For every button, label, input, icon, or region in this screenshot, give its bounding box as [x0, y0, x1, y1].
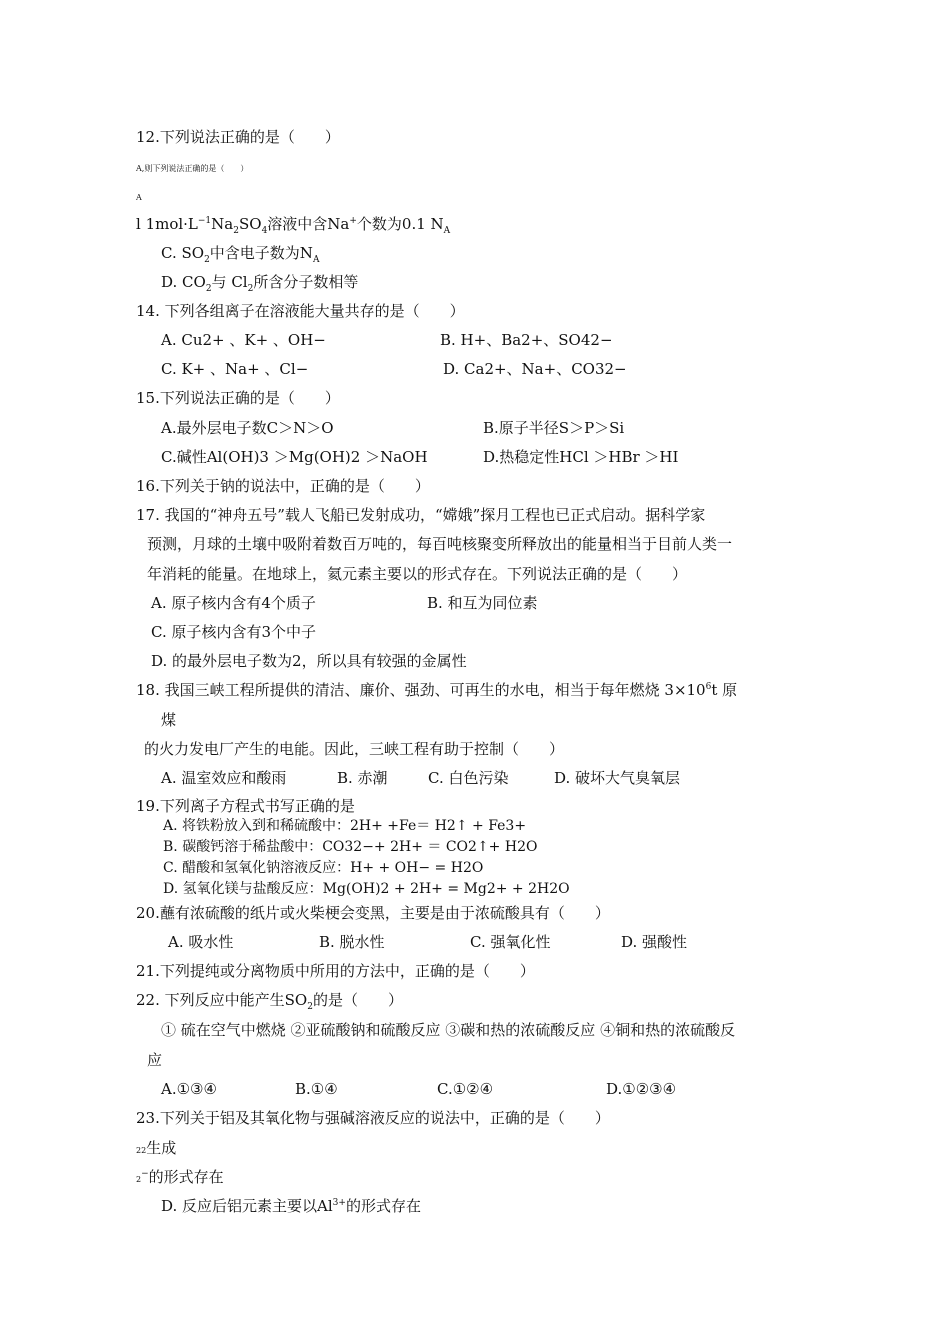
q23-fragment-2: 2−的形式存在 — [136, 1168, 224, 1186]
q23-option-d: D. 反应后铝元素主要以$Al^{3+}$的形式存在 — [161, 1197, 421, 1215]
q22-option-a: A.①③④ — [161, 1080, 217, 1098]
q21-stem: 21.下列提纯或分离物质中所用的方法中，正确的是（ ） — [136, 962, 535, 980]
q20-option-a: A. 吸水性 — [168, 933, 234, 951]
q15-option-a: A.最外层电子数C＞N＞O — [161, 419, 334, 437]
q14-option-c: C. K+ 、Na+ 、Cl− — [161, 360, 309, 378]
q18-line-1: 18. 我国三峡工程所提供的清洁、廉价、强劲、可再生的水电，相当于每年燃烧 $3\times 10^6t$ 原 — [136, 681, 738, 699]
q12-option-c: C. $SO_2$中含电子数为$N_A$ — [161, 244, 320, 265]
q15-stem: 15.下列说法正确的是（ ） — [136, 389, 340, 407]
q18-line-3: 的火力发电厂产生的电能。因此，三峡工程有助于控制（ ） — [144, 740, 565, 758]
q17-line-2: 预测，月球的土壤中吸附着数百万吨的，每百吨核聚变所释放出的能量相当于目前人类一 — [147, 535, 733, 553]
q17-option-a: A. 原子核内含有4个质子 — [151, 594, 316, 612]
q18-option-a: A. 温室效应和酸雨 — [161, 769, 287, 787]
q22-stem: 22. 下列反应中能产生$SO_2$的是（ ） — [136, 991, 403, 1012]
q12-fragment-2: A — [136, 193, 142, 202]
q17-line-3: 年消耗的能量。在地球上，氦元素主要以的形式存在。下列说法正确的是（ ） — [147, 565, 688, 583]
q15-option-c: C.碱性Al(OH)3 ＞Mg(OH)2 ＞NaOH — [161, 448, 428, 466]
q22-option-c: C.①②④ — [437, 1080, 494, 1098]
q19-stem: 19.下列离子方程式书写正确的是 — [136, 797, 355, 815]
q20-option-c: C. 强氧化性 — [470, 933, 551, 951]
q20-stem: 20.蘸有浓硫酸的纸片或火柴梗会变黑，主要是由于浓硫酸具有（ ） — [136, 904, 610, 922]
q18-option-b: B. 赤潮 — [337, 769, 388, 787]
q15-option-d: D.热稳定性HCl ＞HBr ＞HI — [483, 448, 679, 466]
q17-option-c: C. 原子核内含有3个中子 — [151, 623, 317, 641]
q14-stem: 14. 下列各组离子在溶液能大量共存的是（ ） — [136, 302, 465, 320]
q12-option-d: D. $CO_2$与 $Cl_2$所含分子数相等 — [161, 273, 359, 294]
q19-option-d: D. 氢氧化镁与盐酸反应：Mg(OH)2 + 2H+ = Mg2+ + 2H2O — [163, 881, 570, 897]
q17-line-1: 17. 我国的“神舟五号”载人飞船已发射成功，“嫦娥”探月工程也已正式启动。据科学家 — [136, 506, 706, 524]
q18-option-c: C. 白色污染 — [428, 769, 509, 787]
q19-option-c: C. 醋酸和氢氧化钠溶液反应：H+ + OH− = H2O — [163, 860, 484, 876]
q18-line-2: 煤 — [161, 711, 177, 729]
q15-option-b: B.原子半径S＞P＞Si — [483, 419, 625, 437]
q19-option-b: B. 碳酸钙溶于稀盐酸中：CO32−+ 2H+ ＝ CO2↑+ H2O — [163, 839, 538, 855]
q23-fragment-1: 22生成 — [136, 1139, 177, 1157]
q22-option-b: B.①④ — [295, 1080, 338, 1098]
q12-fragment-3: l $1mol\cdot L^{-1}Na_2SO_4$溶液中含Na+个数为0.1 $N_A$ — [136, 215, 451, 236]
q23-stem: 23.下列关于铝及其氧化物与强碱溶液反应的说法中，正确的是（ ） — [136, 1109, 610, 1127]
q22-line-3: 应 — [147, 1051, 163, 1069]
q19-option-a: A. 将铁粉放入到和稀硫酸中：2H+ +Fe＝ H2↑ + Fe3+ — [163, 818, 527, 834]
q22-option-d: D.①②③④ — [606, 1080, 677, 1098]
q14-option-b: B. H+、Ba2+、SO42− — [440, 331, 613, 349]
q14-option-a: A. Cu2+ 、K+ 、OH− — [161, 331, 326, 349]
q20-option-d: D. 强酸性 — [621, 933, 688, 951]
q16-stem: 16.下列关于钠的说法中，正确的是（ ） — [136, 477, 430, 495]
q12-fragment-1: A,则下列说法正确的是（ ） — [136, 164, 249, 173]
q17-option-d: D. 的最外层电子数为2，所以具有较强的金属性 — [151, 652, 467, 670]
q12-stem: 12.下列说法正确的是（ ） — [136, 128, 340, 146]
q22-line-2: ① 硫在空气中燃烧 ②亚硫酸钠和硫酸反应 ③碳和热的浓硫酸反应 ④铜和热的浓硫酸反 — [161, 1021, 736, 1039]
q17-option-b: B. 和互为同位素 — [427, 594, 538, 612]
q20-option-b: B. 脱水性 — [319, 933, 385, 951]
q18-option-d: D. 破坏大气臭氧层 — [554, 769, 681, 787]
q14-option-d: D. Ca2+、Na+、CO32− — [443, 360, 627, 378]
